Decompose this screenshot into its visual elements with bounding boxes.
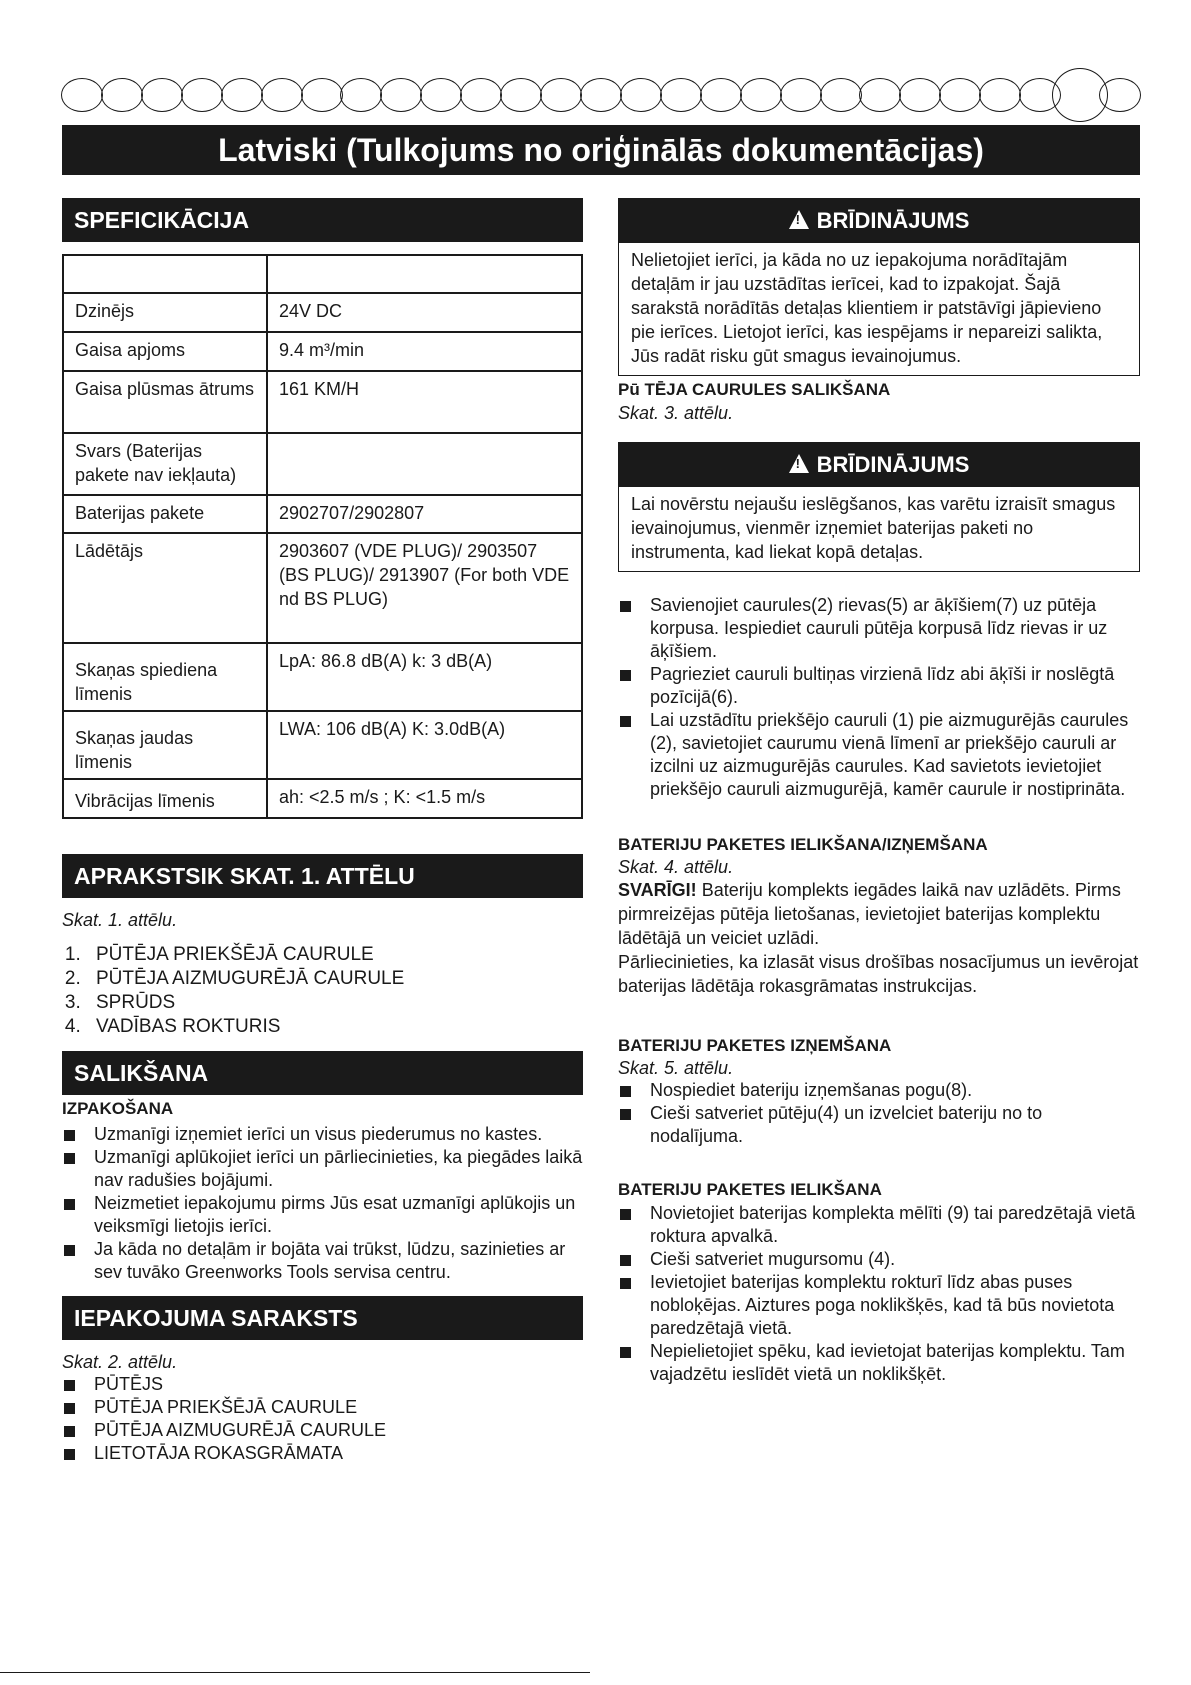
- figure-reference: Skat. 3. attēlu.: [618, 403, 734, 423]
- figure-reference: Skat. 2. attēlu.: [62, 1352, 178, 1372]
- list-item: Nospiediet bateriju izņemšanas pogu(8).: [618, 1079, 1140, 1102]
- language-marker: [61, 78, 103, 112]
- table-row: [63, 495, 582, 533]
- battery-insert-list: [618, 1202, 1140, 1386]
- list-item: Lai uzstādītu priekšējo cauruli (1) pie aizmugurējās caurules (2), savietojiet caurumu vienā līmenī ar priekšējo cauruli ar izcilni uz aizmugurējās caurules. Kad savietots ievietojiet priekšējo cauruli aizmugurējā, kamēr caurule ir nostiprināta.: [618, 709, 1140, 801]
- spec-value: 161 KM/H: [267, 371, 582, 433]
- page-title: Latviski (Tulkojums no oriģinālās dokumentācijas): [62, 125, 1140, 175]
- list-item: 2. PŪTĒJA AIZMUGURĒJĀ CAURULE: [86, 967, 583, 991]
- important-text: Bateriju komplekts iegādes laikā nav uzlādēts. Pirms pirmreizējas pūtēja lietošanas, ievietojiet baterijas komplektu lādētājā un veiciet uzlādi.: [618, 880, 1121, 948]
- list-item: PŪTĒJA PRIEKŠĒJĀ CAURULE: [62, 1396, 583, 1419]
- assembly-heading: SALIKŠANA: [62, 1051, 583, 1095]
- warning-icon: !: [789, 210, 809, 229]
- packing-list-heading: IEPAKOJUMA SARAKSTS: [62, 1296, 583, 1340]
- unpacking-list: [62, 1123, 583, 1284]
- figure-reference: Skat. 1. attēlu.: [62, 910, 178, 930]
- battery-remove-heading: BATERIJU PAKETES IZŅEMŠANA: [618, 1036, 892, 1055]
- language-marker: [580, 78, 622, 112]
- warning-header: [619, 443, 1139, 487]
- list-item: 1. PŪTĒJA PRIEKŠĒJĀ CAURULE: [86, 943, 583, 967]
- list-item: Neizmetiet iepakojumu pirms Jūs esat uzmanīgi aplūkojis un veiksmīgi lietojis ierīci.: [62, 1192, 583, 1238]
- list-item: Pagrieziet cauruli bultiņas virzienā līdz abi āķīši ir noslēgtā pozīcijā(6).: [618, 663, 1140, 709]
- figure-reference: Skat. 5. attēlu.: [618, 1058, 734, 1078]
- list-item: Savienojiet caurules(2) rievas(5) ar āķīšiem(7) uz pūtēja korpusa. Iespiediet cauruli pūtēja korpusā līdz rievas ir uz āķīšiem.: [618, 594, 1140, 663]
- list-item: Cieši satveriet pūtēju(4) un izvelciet bateriju no to nodalījuma.: [618, 1102, 1140, 1148]
- list-item: Ievietojiet baterijas komplektu rokturī līdz abas puses nobloķējas. Aiztures poga noklikšķēs, kad tā būs novietota paredzētajā vietā.: [618, 1271, 1140, 1340]
- spec-key: Skaņas spiediena līmenis: [63, 643, 267, 711]
- spec-key: Gaisa apjoms: [63, 332, 267, 371]
- warning-label: BRĪDINĀJUMS: [816, 208, 970, 233]
- language-marker: [301, 78, 343, 112]
- list-item: Uzmanīgi aplūkojiet ierīci un pārliecinieties, ka piegādes laikā nav radušies bojājumi.: [62, 1146, 583, 1192]
- language-marker: [101, 78, 143, 112]
- warning-label: BRĪDINĀJUMS: [816, 452, 970, 477]
- packing-list: [62, 1373, 583, 1465]
- list-item: PŪTĒJS: [62, 1373, 583, 1396]
- table-row: [63, 255, 582, 293]
- spec-heading: SPEFICIKĀCIJA: [62, 198, 583, 242]
- warning-header: [619, 199, 1139, 243]
- language-marker: [979, 78, 1021, 112]
- language-marker: [780, 78, 822, 112]
- language-marker: [660, 78, 702, 112]
- battery-install-remove-heading: BATERIJU PAKETES IELIKŠANA/IZŅEMŠANA: [618, 835, 988, 854]
- warning-text: Nelietojiet ierīci, ja kāda no uz iepakojuma norādītajām detaļām ir jau uzstādītas ierīcei, kad to izpakojat. Šajā sarakstā norādītās detaļas klientiem ir patstāvīgi jāpievieno pie ierīces. Lietojot ierīci, kas iespējams ir nepareizi salikta, Jūs radāt risku gūt smagus ievainojumus.: [631, 250, 1103, 366]
- warning-box: [618, 198, 1140, 376]
- language-marker: [420, 78, 462, 112]
- important-note: [618, 878, 1140, 950]
- language-marker: [939, 78, 981, 112]
- warning-box: [618, 442, 1140, 572]
- language-marker: [380, 78, 422, 112]
- list-item: Ja kāda no detaļām ir bojāta vai trūkst, lūdzu, sazinieties ar sev tuvāko Greenworks Tools servisa centru.: [62, 1238, 583, 1284]
- important-label: SVARĪGI!: [618, 880, 697, 900]
- right-column: [618, 198, 1140, 1386]
- spec-header-cell: [267, 255, 582, 293]
- footer-rule: [0, 1672, 590, 1673]
- description-list: [62, 943, 583, 1039]
- list-item: 3. SPRŪDS: [86, 991, 583, 1015]
- spec-key: Lādētājs: [63, 533, 267, 643]
- language-marker: [1099, 78, 1141, 112]
- spec-key: Skaņas jaudas līmenis: [63, 711, 267, 779]
- list-item: 4. VADĪBAS ROKTURIS: [86, 1015, 583, 1039]
- table-row: [63, 711, 582, 779]
- spec-value: 9.4 m³/min: [267, 332, 582, 371]
- table-row: [63, 293, 582, 332]
- table-row: [63, 779, 582, 818]
- language-marker: [500, 78, 542, 112]
- tube-steps-list: [618, 594, 1140, 801]
- warning-text: Lai novērstu nejaušu ieslēgšanos, kas varētu izraisīt smagus ievainojumus, vienmēr izņemiet baterijas paketi no instrumenta, kad liekat kopā detaļas.: [631, 494, 1116, 562]
- spec-value: 2903607 (VDE PLUG)/ 2903507 (BS PLUG)/ 2913907 (For both VDE nd BS PLUG): [267, 533, 582, 643]
- battery-insert-heading: BATERIJU PAKETES IELIKŠANA: [618, 1180, 882, 1199]
- language-marker: [181, 78, 223, 112]
- spec-key: Gaisa plūsmas ātrums: [63, 371, 267, 433]
- table-row: [63, 433, 582, 495]
- spec-value: 2902707/2902807: [267, 495, 582, 533]
- spec-value: LpA: 86.8 dB(A) k: 3 dB(A): [267, 643, 582, 711]
- tube-assembly-heading: Pū TĒJA CAURULES SALIKŠANA: [618, 380, 891, 399]
- list-item: Uzmanīgi izņemiet ierīci un visus piederumus no kastes.: [62, 1123, 583, 1146]
- spec-value: 24V DC: [267, 293, 582, 332]
- spec-value: LWA: 106 dB(A) K: 3.0dB(A): [267, 711, 582, 779]
- table-row: [63, 533, 582, 643]
- language-marker: [460, 78, 502, 112]
- spec-value: ah: <2.5 m/s ; K: <1.5 m/s: [267, 779, 582, 818]
- language-marker: [620, 78, 662, 112]
- language-marker: [261, 78, 303, 112]
- figure-reference: Skat. 4. attēlu.: [618, 857, 734, 877]
- language-marker: [859, 78, 901, 112]
- spec-table: [62, 254, 583, 819]
- language-marker: [700, 78, 742, 112]
- table-row: [63, 643, 582, 711]
- spec-key: Dzinējs: [63, 293, 267, 332]
- spec-value: [267, 433, 582, 495]
- language-marker: [540, 78, 582, 112]
- table-row: [63, 332, 582, 371]
- list-item: Novietojiet baterijas komplekta mēlīti (9) tai paredzētajā vietā roktura apvalkā.: [618, 1202, 1140, 1248]
- battery-remove-list: [618, 1079, 1140, 1148]
- safety-note: Pārliecinieties, ka izlasāt visus drošības nosacījumus un ievērojat baterijas lādētāja rokasgrāmatas instrukcijas.: [618, 952, 1139, 996]
- description-heading: APRAKSTSIK SKAT. 1. ATTĒLU: [62, 854, 583, 898]
- table-row: [63, 371, 582, 433]
- language-circle-row: [62, 68, 1140, 120]
- language-marker: [221, 78, 263, 112]
- language-marker: [340, 78, 382, 112]
- language-marker: [820, 78, 862, 112]
- list-item: Nepielietojiet spēku, kad ievietojat baterijas komplektu. Tam vajadzētu ieslīdēt vietā un noklikšķēt.: [618, 1340, 1140, 1386]
- spec-key: Svars (Baterijas pakete nav iekļauta): [63, 433, 267, 495]
- left-column: [62, 198, 583, 1465]
- spec-key: Vibrācijas līmenis: [63, 779, 267, 818]
- list-item: LIETOTĀJA ROKASGRĀMATA: [62, 1442, 583, 1465]
- spec-header-cell: [63, 255, 267, 293]
- spec-key: Baterijas pakete: [63, 495, 267, 533]
- list-item: Cieši satveriet mugursomu (4).: [618, 1248, 1140, 1271]
- unpacking-subheading: IZPAKOŠANA: [62, 1099, 174, 1118]
- list-item: PŪTĒJA AIZMUGURĒJĀ CAURULE: [62, 1419, 583, 1442]
- language-marker: [141, 78, 183, 112]
- warning-icon: !: [789, 454, 809, 473]
- language-marker: [899, 78, 941, 112]
- language-marker: [740, 78, 782, 112]
